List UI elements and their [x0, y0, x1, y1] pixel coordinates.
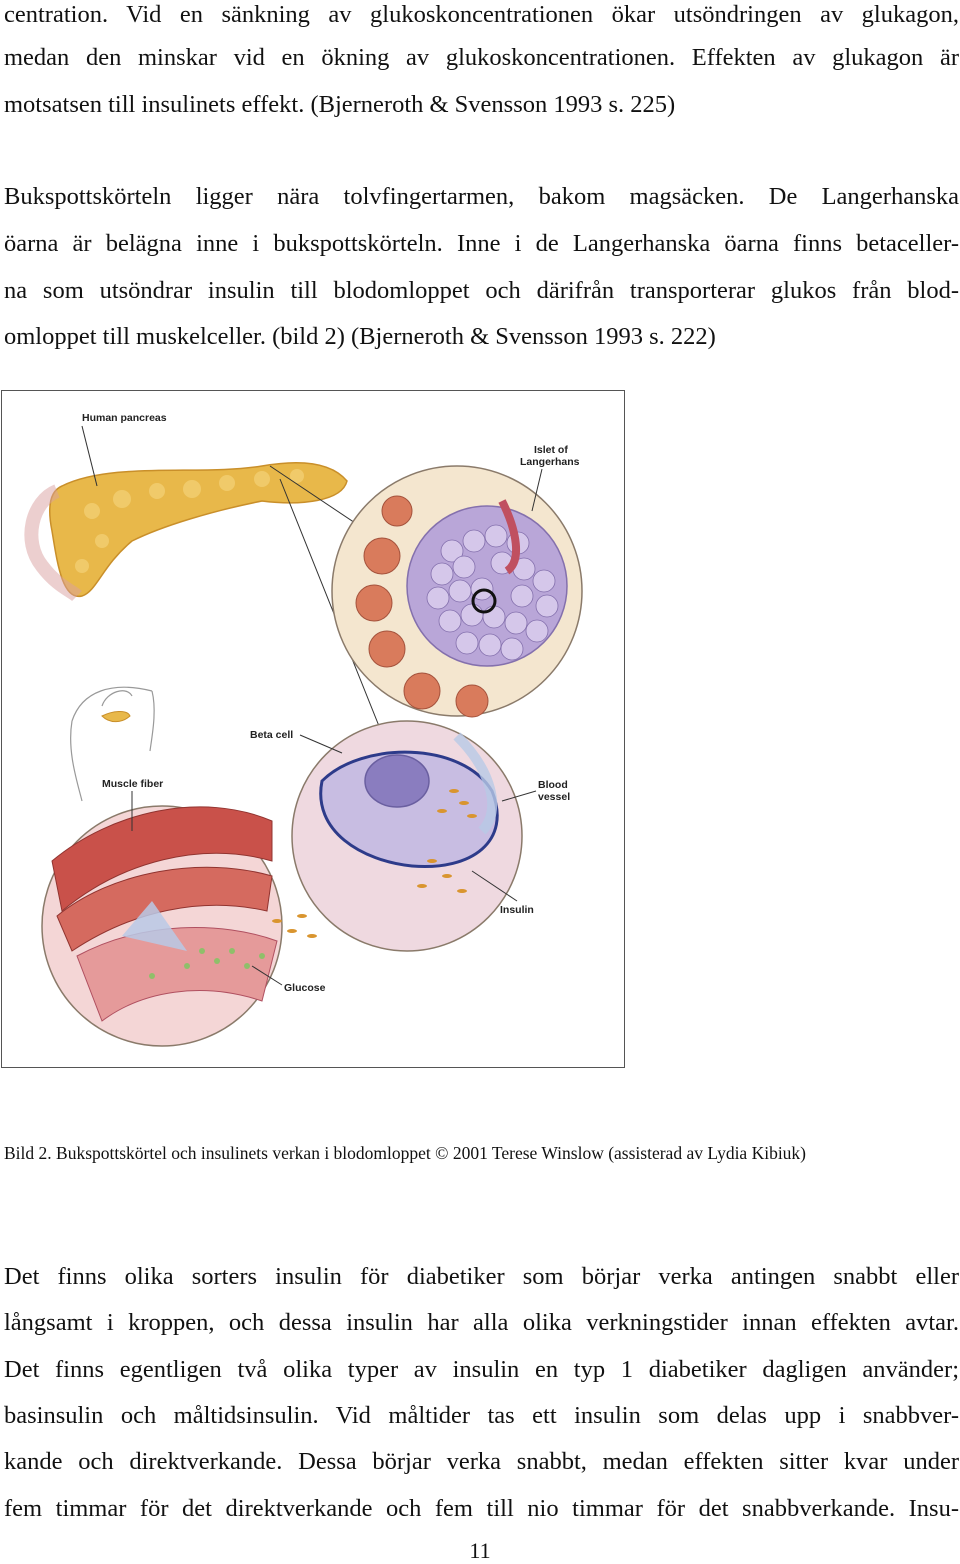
paragraph-2-line-2: öarna är belägna inne i bukspottskörteln. Inne i de Langerhanska öarna finns betaceller- — [4, 230, 959, 257]
beta-cell-circle — [292, 721, 522, 951]
paragraph-1-line-2: medan den minskar vid en ökning av glukoskoncentrationen. Effekten av glukagon är — [4, 44, 959, 71]
paragraph-2-line-4: omloppet till muskelceller. (bild 2) (Bjerneroth & Svensson 1993 s. 222) — [4, 323, 716, 350]
page-number: 11 — [469, 1538, 491, 1563]
label-glucose: Glucose — [284, 982, 326, 994]
label-blood-line-2: vessel — [538, 791, 571, 803]
islet-circle — [332, 466, 582, 717]
paragraph-1-line-3: motsatsen till insulinets effekt. (Bjerneroth & Svensson 1993 s. 225) — [4, 91, 676, 118]
paragraph-3-line-4: basinsulin och måltidsinsulin. Vid måltider tas ett insulin som delas upp i snabbver- — [4, 1402, 959, 1429]
paragraph-2-line-1: Bukspottskörteln ligger nära tolvfingertarmen, bakom magsäcken. De Langerhanska — [4, 183, 959, 210]
paragraph-1-line-1: centration. Vid en sänkning av glukoskoncentrationen ökar utsöndringen av glukagon, — [4, 1, 959, 28]
body-pancreas-shape — [102, 711, 130, 721]
paragraph-3-line-3: Det finns egentligen två olika typer av insulin en typ 1 diabetiker dagligen använder; — [4, 1356, 959, 1383]
paragraph-3-line-1: Det finns olika sorters insulin för diabetiker som börjar verka antingen snabbt eller — [4, 1263, 959, 1290]
label-muscle-fiber: Muscle fiber — [102, 778, 164, 790]
paragraph-3-line-6: fem timmar för det direktverkande och fem till nio timmar för det snabbverkande. Insu- — [4, 1495, 959, 1522]
paragraph-3-line-5: kande och direktverkande. Dessa börjar verka snabbt, medan effekten sitter kvar under — [4, 1448, 959, 1475]
label-human-pancreas: Human pancreas — [82, 412, 167, 424]
label-insulin: Insulin — [500, 904, 534, 916]
muscle-fiber-circle — [42, 806, 317, 1046]
beta-cell-pointer — [300, 735, 342, 753]
label-blood-line-1: Blood — [538, 779, 568, 791]
label-beta-cell: Beta cell — [250, 729, 294, 741]
label-islet-line-2: Langerhans — [520, 456, 580, 468]
pancreas-insulin-illustration — [1, 390, 625, 1068]
label-islet-line-1: Islet of — [534, 444, 568, 456]
paragraph-3-line-2: långsamt i kroppen, och dessa insulin har alla olika verkningstider innan effekten avtar. — [4, 1309, 959, 1336]
figure-caption: Bild 2. Bukspottskörtel och insulinets verkan i blodomloppet © 2001 Terese Winslow (assisterad av Lydia Kibiuk) — [4, 1143, 807, 1163]
illustration-drawing — [2, 391, 624, 1067]
paragraph-2-line-3: na som utsöndrar insulin till blodomloppet och därifrån transporterar glukos från blod- — [4, 277, 959, 304]
